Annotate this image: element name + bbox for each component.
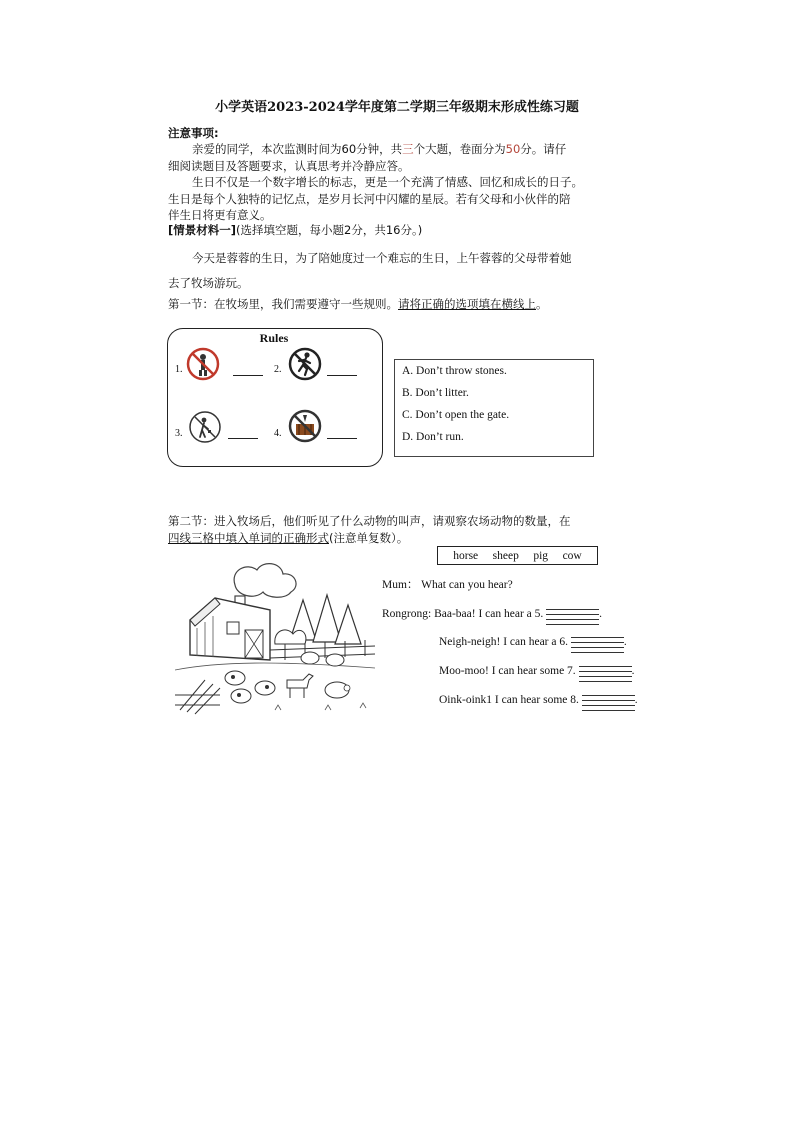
word-horse: horse <box>453 549 479 562</box>
notes-text: 个大题，卷面分为 <box>413 142 506 156</box>
story-paragraph <box>168 246 618 296</box>
dialog-line-mum: Mum： What can you hear? <box>382 579 513 591</box>
section2-line1: 第二节：进入牧场后，他们听见了什么动物的叫声，请观察农场动物的数量，在 <box>168 514 571 528</box>
section1-heading <box>168 296 618 313</box>
four-line-blank-5[interactable] <box>546 609 599 625</box>
section2-note: (注意单复数）。 <box>329 530 409 545</box>
notes-text: 分。请仔 <box>520 142 567 156</box>
notes-heading: 注意事项: <box>168 126 219 140</box>
dialog-text-5: Rongrong: Baa-baa! I can hear a 5. <box>382 608 544 620</box>
farm-illustration <box>175 560 375 715</box>
dialog-end-7: . <box>631 665 635 677</box>
four-line-blank-8[interactable] <box>582 695 635 711</box>
material-instruction: (选择填空题，每小题2分，共16分。) <box>236 223 423 237</box>
option-a: A. Don’t throw stones. <box>402 365 507 377</box>
word-bank <box>437 546 598 565</box>
rule-number-4: 4. <box>274 428 282 439</box>
rule-number-3: 3. <box>175 428 183 439</box>
answer-blank-3[interactable] <box>228 438 258 439</box>
word-pig: pig <box>533 549 549 562</box>
section1-suffix: 。 <box>536 297 548 311</box>
section2-heading <box>168 513 628 546</box>
dialog-line-6 <box>439 636 627 653</box>
dialog-end-8: . <box>634 694 638 706</box>
story-text: 今天是蓉蓉的生日，为了陪她度过一个难忘的生日，上午蓉蓉的父母带着她 <box>192 251 572 265</box>
section1-instruction: 请将正确的选项填在横线上 <box>398 297 536 311</box>
four-line-blank-7[interactable] <box>579 666 632 682</box>
answer-blank-4[interactable] <box>327 438 357 439</box>
four-line-blank-6[interactable] <box>571 637 624 653</box>
notes-paragraph-2 <box>168 174 628 224</box>
dialog-end-5: . <box>599 608 602 620</box>
option-d: D. Don’t run. <box>402 431 464 443</box>
no-littering-icon <box>188 410 222 444</box>
dialog-text-7: Moo-moo! I can hear some 7. <box>439 665 576 677</box>
section2-instruction: 四线三格中填入单词的正确形式 <box>168 530 329 545</box>
notes-paragraph-1 <box>168 141 618 174</box>
dialog-line-5 <box>382 608 602 625</box>
answer-blank-2[interactable] <box>327 375 357 376</box>
rule-number-1: 1. <box>175 364 183 375</box>
question-count: 三 <box>402 142 414 156</box>
story-text: 去了牧场游玩。 <box>168 276 249 290</box>
no-open-gate-icon <box>288 409 322 443</box>
option-b: B. Don’t litter. <box>402 387 469 399</box>
dialog-line-7 <box>439 665 634 682</box>
notes-text: 生日是每个人独特的记忆点，是岁月长河中闪耀的星辰。若有父母和小伙伴的陪 <box>168 191 571 206</box>
dialog-end-6: . <box>623 636 627 648</box>
dialog-text-6: Neigh-neigh! I can hear a 6. <box>439 636 568 648</box>
option-c: C. Don’t open the gate. <box>402 409 510 421</box>
page-title: 小学英语2023-2024学年度第二学期三年级期末形成性练习题 <box>215 100 579 115</box>
notes-text: 亲爱的同学，本次监测时间为60分钟，共 <box>192 142 403 156</box>
notes-text: 生日不仅是一个数字增长的标志，更是一个充满了情感、回忆和成长的日子。 <box>192 175 583 189</box>
dialog-line-8 <box>439 694 638 711</box>
word-cow: cow <box>562 549 582 562</box>
no-running-icon <box>288 347 322 381</box>
rules-title: Rules <box>259 331 289 345</box>
word-sheep: sheep <box>492 549 519 562</box>
answer-blank-1[interactable] <box>233 375 263 376</box>
material-header <box>168 222 618 239</box>
notes-text: 细阅读题目及答题要求，认真思考并冷静应答。 <box>168 158 410 173</box>
total-score: 50 <box>505 142 521 156</box>
dialog-text-8: Oink-oink1 I can hear some 8. <box>439 694 579 706</box>
no-stopping-icon <box>186 347 220 381</box>
section1-prefix: 第一节：在牧场里，我们需要遵守一些规则。 <box>168 297 398 311</box>
rule-number-2: 2. <box>274 364 282 375</box>
notes-text: 伴生日将更有意义。 <box>168 208 272 222</box>
material-label: [情景材料一] <box>168 223 237 237</box>
